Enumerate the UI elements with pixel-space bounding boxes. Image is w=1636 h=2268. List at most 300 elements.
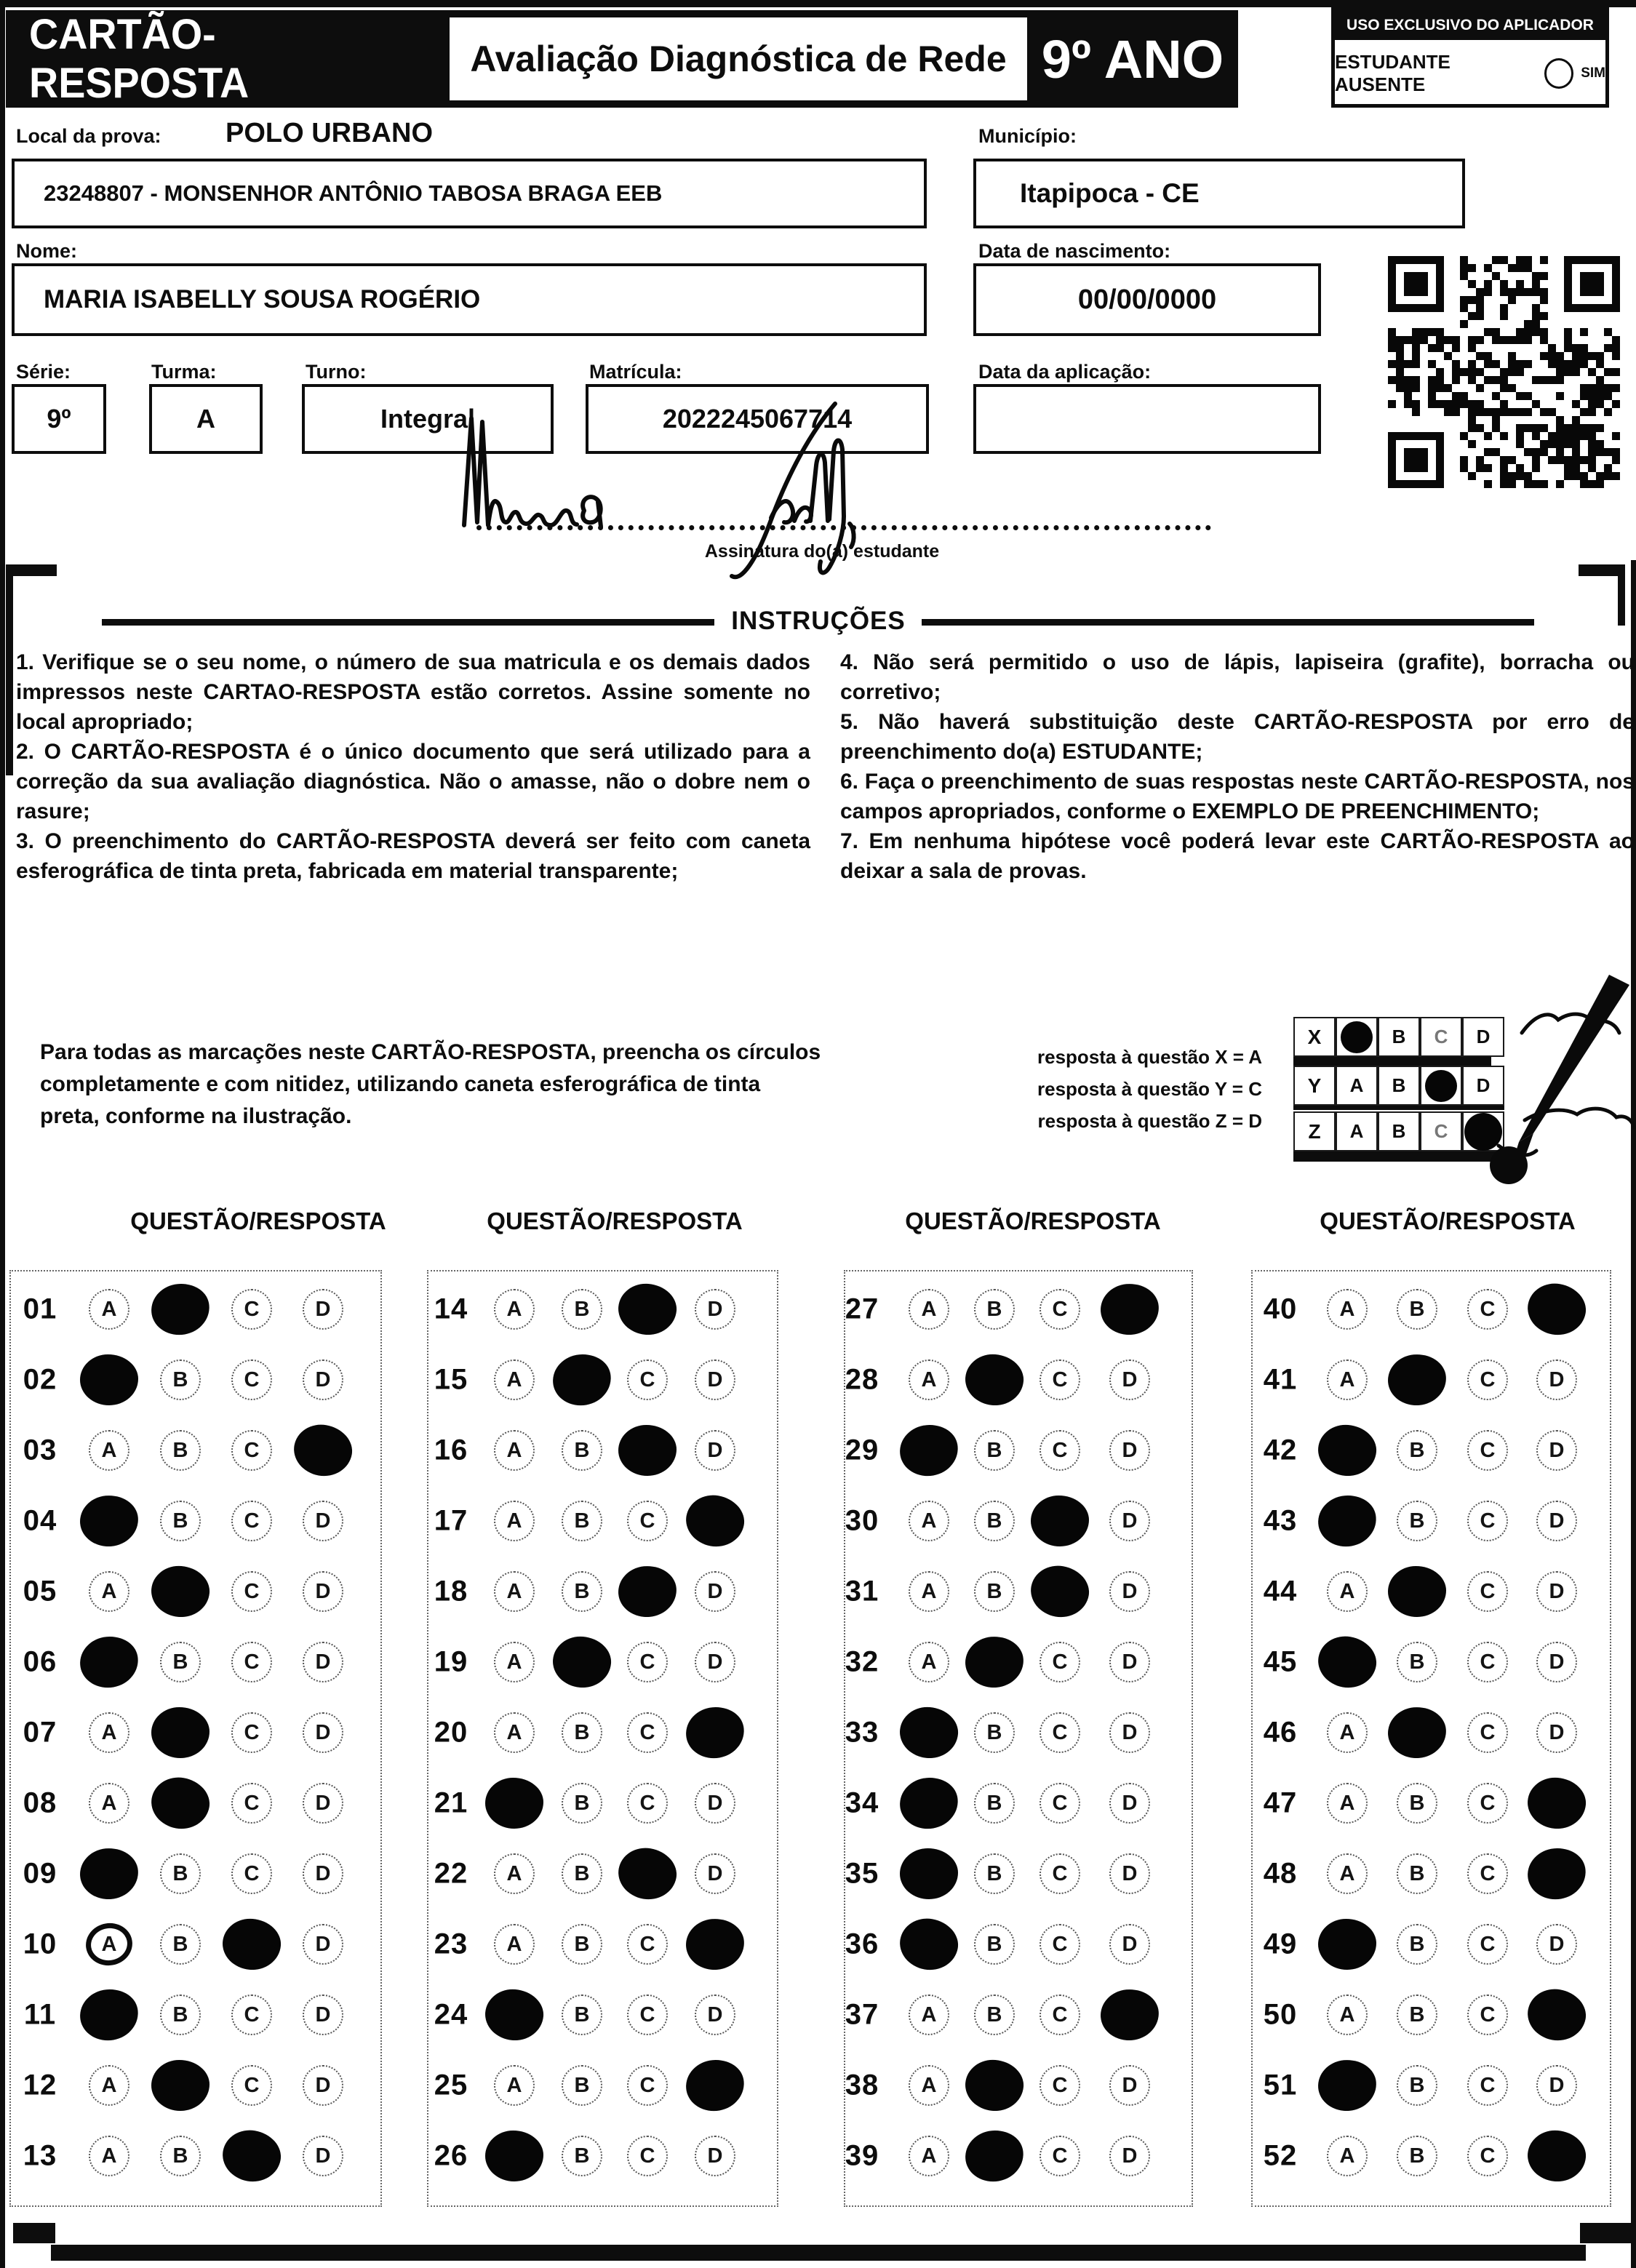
question-number: 37 bbox=[845, 1998, 879, 2031]
answer-bubble-39-D[interactable]: D bbox=[1109, 2136, 1150, 2176]
answer-bubble-05-C[interactable]: C bbox=[231, 1571, 272, 1612]
subtitle-box bbox=[450, 17, 1027, 100]
sheet-title: CARTÃO-RESPOSTA bbox=[29, 11, 250, 107]
answer-bubble-34-D[interactable]: D bbox=[1109, 1783, 1150, 1824]
instruction-item: 7. Em nenhuma hipótese você poderá levar este CARTÃO-RESPOSTA ao deixar a sala de provas. bbox=[840, 829, 1635, 883]
question-number: 01 bbox=[23, 1293, 57, 1325]
answer-bubble-14-B[interactable]: B bbox=[562, 1289, 602, 1330]
answer-bubble-20-B[interactable]: B bbox=[562, 1712, 602, 1753]
question-number: 29 bbox=[845, 1434, 879, 1466]
answer-bubble-03-C[interactable]: C bbox=[231, 1430, 272, 1471]
answer-bubble-01-A[interactable]: A bbox=[89, 1289, 129, 1330]
answer-bubble-48-A[interactable]: A bbox=[1327, 1853, 1368, 1894]
answers-column-header: QUESTÃO/RESPOSTA bbox=[905, 1207, 1161, 1234]
example-row-label: Z bbox=[1293, 1111, 1336, 1151]
question-number: 25 bbox=[434, 2069, 468, 2101]
answer-bubble-43-B[interactable]: B bbox=[1397, 1501, 1437, 1541]
answers-column-header: QUESTÃO/RESPOSTA bbox=[130, 1207, 386, 1234]
question-number: 08 bbox=[23, 1786, 57, 1819]
answer-bubble-01-D[interactable]: D bbox=[303, 1289, 343, 1330]
example-filled-mark bbox=[1341, 1021, 1373, 1053]
answer-bubble-44-D[interactable]: D bbox=[1536, 1571, 1577, 1612]
answer-bubble-29-B[interactable]: B bbox=[974, 1430, 1015, 1471]
question-number: 47 bbox=[1263, 1786, 1298, 1819]
answer-bubble-21-B[interactable]: B bbox=[562, 1783, 602, 1824]
answer-bubble-10-B[interactable]: B bbox=[160, 1924, 201, 1965]
answer-bubble-49-B[interactable]: B bbox=[1397, 1924, 1437, 1965]
answer-bubble-18-D[interactable]: D bbox=[695, 1571, 735, 1612]
answer-bubble-13-D[interactable]: D bbox=[303, 2136, 343, 2176]
nascimento-field bbox=[973, 263, 1321, 336]
school-field bbox=[12, 159, 927, 228]
turma-label: Turma: bbox=[151, 361, 217, 383]
question-number: 51 bbox=[1263, 2069, 1298, 2101]
answer-bubble-41-C[interactable]: C bbox=[1467, 1359, 1508, 1400]
answer-bubble-22-A[interactable]: A bbox=[494, 1853, 535, 1894]
example-option-cell bbox=[1336, 1017, 1378, 1057]
instructions-rule-right bbox=[922, 619, 1534, 626]
answer-bubble-42-B[interactable]: B bbox=[1397, 1430, 1437, 1471]
answer-bubble-33-B[interactable]: B bbox=[974, 1712, 1015, 1753]
turno-value: Integral bbox=[380, 404, 476, 434]
answer-bubble-17-B[interactable]: B bbox=[562, 1501, 602, 1541]
signature-line[interactable] bbox=[476, 525, 1211, 530]
answer-bubble-19-C[interactable]: C bbox=[627, 1642, 668, 1682]
answer-bubble-47-A[interactable]: A bbox=[1327, 1783, 1368, 1824]
answer-bubble-46-A[interactable]: A bbox=[1327, 1712, 1368, 1753]
answer-bubble-35-B[interactable]: B bbox=[974, 1853, 1015, 1894]
answer-bubble-30-C[interactable] bbox=[1031, 1496, 1089, 1546]
instruction-item: 5. Não haverá substituição deste CARTÃO-RESPOSTA por erro de preenchimento do(a) ESTUDANTE; bbox=[840, 710, 1635, 764]
instruction-item: 2. O CARTÃO-RESPOSTA é o único documento que será utilizado para a correção da sua avaliação diagnóstica. Não o amasse, não o dobre nem o rasure; bbox=[16, 740, 810, 823]
answer-bubble-44-B[interactable] bbox=[1388, 1566, 1446, 1617]
answer-bubble-48-C[interactable]: C bbox=[1467, 1853, 1508, 1894]
instruction-item: 4. Não será permitido o uso de lápis, lapiseira (grafite), borracha ou corretivo; bbox=[840, 650, 1635, 704]
answer-bubble-02-C[interactable]: C bbox=[231, 1359, 272, 1400]
sheet-subtitle: Avaliação Diagnóstica de Rede bbox=[470, 39, 1007, 79]
answer-bubble-07-D[interactable]: D bbox=[303, 1712, 343, 1753]
question-number: 43 bbox=[1263, 1504, 1298, 1537]
turno-label: Turno: bbox=[306, 361, 367, 383]
answer-bubble-13-B[interactable]: B bbox=[160, 2136, 201, 2176]
answer-bubble-04-D[interactable]: D bbox=[303, 1501, 343, 1541]
example-text: Para todas as marcações neste CARTÃO-RESPOSTA, preencha os círculos completamente e com nitidez, utilizando caneta esferográfica de tinta preta, conforme na ilustração. bbox=[40, 1040, 821, 1128]
answer-bubble-26-C[interactable]: C bbox=[627, 2136, 668, 2176]
answer-bubble-39-A[interactable]: A bbox=[909, 2136, 949, 2176]
question-number: 30 bbox=[845, 1504, 879, 1537]
question-number: 52 bbox=[1263, 2139, 1298, 2172]
answer-bubble-13-A[interactable]: A bbox=[89, 2136, 129, 2176]
answer-bubble-16-C[interactable] bbox=[618, 1425, 677, 1476]
answer-bubble-11-B[interactable]: B bbox=[160, 1995, 201, 2035]
answer-bubble-03-B[interactable]: B bbox=[160, 1430, 201, 1471]
answer-bubble-28-A[interactable]: A bbox=[909, 1359, 949, 1400]
answer-bubble-35-A[interactable] bbox=[900, 1848, 958, 1899]
example-option-cell: B bbox=[1378, 1017, 1420, 1057]
question-number: 38 bbox=[845, 2069, 879, 2101]
answer-bubble-04-B[interactable]: B bbox=[160, 1501, 201, 1541]
answer-bubble-27-C[interactable]: C bbox=[1040, 1289, 1080, 1330]
answer-bubble-51-C[interactable]: C bbox=[1467, 2065, 1508, 2106]
answer-bubble-49-C[interactable]: C bbox=[1467, 1924, 1508, 1965]
answer-bubble-25-C[interactable]: C bbox=[627, 2065, 668, 2106]
nome-value: MARIA ISABELLY SOUSA ROGÉRIO bbox=[44, 285, 481, 314]
answer-bubble-03-A[interactable]: A bbox=[89, 1430, 129, 1471]
answer-bubble-48-B[interactable]: B bbox=[1397, 1853, 1437, 1894]
turma-field bbox=[149, 384, 263, 454]
answer-bubble-30-A[interactable]: A bbox=[909, 1501, 949, 1541]
question-number: 49 bbox=[1263, 1928, 1298, 1960]
question-number: 40 bbox=[1263, 1293, 1298, 1325]
answer-bubble-10-A[interactable]: A bbox=[89, 1924, 129, 1965]
corner-bracket-left-stem bbox=[6, 564, 13, 775]
student-signature bbox=[436, 393, 887, 604]
answer-bubble-35-C[interactable]: C bbox=[1040, 1853, 1080, 1894]
local-value: POLO URBANO bbox=[226, 118, 433, 148]
question-number: 28 bbox=[845, 1363, 879, 1396]
answer-bubble-38-D[interactable]: D bbox=[1109, 2065, 1150, 2106]
instructions-rule-left bbox=[102, 619, 714, 626]
example-legend-line: resposta à questão Y = C bbox=[1037, 1078, 1262, 1100]
answer-bubble-27-A[interactable]: A bbox=[909, 1289, 949, 1330]
answer-bubble-20-A[interactable]: A bbox=[494, 1712, 535, 1753]
answer-bubble-32-D[interactable]: D bbox=[1109, 1642, 1150, 1682]
question-number: 23 bbox=[434, 1928, 468, 1960]
example-row-label: X bbox=[1293, 1017, 1336, 1057]
answer-bubble-26-D[interactable]: D bbox=[695, 2136, 735, 2176]
question-number: 42 bbox=[1263, 1434, 1298, 1466]
answer-bubble-33-C[interactable]: C bbox=[1040, 1712, 1080, 1753]
answer-bubble-45-D[interactable]: D bbox=[1536, 1642, 1577, 1682]
answer-bubble-41-D[interactable]: D bbox=[1536, 1359, 1577, 1400]
school-value: 23248807 - MONSENHOR ANTÔNIO TABOSA BRAGA EEB bbox=[44, 180, 663, 206]
registration-mark-left bbox=[13, 2223, 55, 2243]
aplicacao-field[interactable] bbox=[973, 384, 1321, 454]
instructions-title: INSTRUÇÕES bbox=[731, 607, 906, 635]
answer-bubble-09-B[interactable]: B bbox=[160, 1853, 201, 1894]
answer-bubble-42-D[interactable]: D bbox=[1536, 1430, 1577, 1471]
instruction-item: 3. O preenchimento do CARTÃO-RESPOSTA deverá ser feito com caneta esferográfica de tinta preta, fabricada em material transparente; bbox=[16, 829, 810, 883]
signature-label: Assinatura do(a) estudante bbox=[704, 541, 940, 562]
answer-bubble-08-D[interactable]: D bbox=[303, 1783, 343, 1824]
answer-bubble-18-B[interactable]: B bbox=[562, 1571, 602, 1612]
top-edge-bar bbox=[0, 0, 1636, 7]
example-row-label: Y bbox=[1293, 1066, 1336, 1106]
answer-bubble-52-B[interactable]: B bbox=[1397, 2136, 1437, 2176]
question-number: 09 bbox=[23, 1857, 57, 1890]
answer-bubble-06-C[interactable]: C bbox=[231, 1642, 272, 1682]
answer-bubble-02-B[interactable]: B bbox=[160, 1359, 201, 1400]
answer-bubble-19-D[interactable]: D bbox=[695, 1642, 735, 1682]
answer-bubble-31-A[interactable]: A bbox=[909, 1571, 949, 1612]
answer-bubble-49-D[interactable]: D bbox=[1536, 1924, 1577, 1965]
answer-bubble-51-B[interactable]: B bbox=[1397, 2065, 1437, 2106]
example-option-cell: B bbox=[1378, 1066, 1420, 1106]
answer-bubble-22-D[interactable]: D bbox=[695, 1853, 735, 1894]
example-option-cell: D bbox=[1462, 1017, 1504, 1057]
absent-option-label: SIM bbox=[1581, 65, 1605, 81]
answer-bubble-08-A[interactable]: A bbox=[89, 1783, 129, 1824]
answer-bubble-40-A[interactable]: A bbox=[1327, 1289, 1368, 1330]
answer-bubble-02-A[interactable] bbox=[80, 1354, 138, 1405]
aplicador-title: USO EXCLUSIVO DO APLICADOR bbox=[1335, 11, 1605, 40]
municipio-value: Itapipoca - CE bbox=[1020, 178, 1200, 208]
answer-bubble-50-B[interactable]: B bbox=[1397, 1995, 1437, 2035]
question-number: 24 bbox=[434, 1998, 468, 2031]
nascimento-label: Data de nascimento: bbox=[978, 240, 1171, 262]
question-number: 31 bbox=[845, 1575, 879, 1608]
aplicador-box bbox=[1331, 7, 1609, 108]
answer-bubble-23-C[interactable]: C bbox=[627, 1924, 668, 1965]
answer-bubble-02-D[interactable]: D bbox=[303, 1359, 343, 1400]
answer-bubble-28-C[interactable]: C bbox=[1040, 1359, 1080, 1400]
answer-bubble-07-A[interactable]: A bbox=[89, 1712, 129, 1753]
answer-bubble-44-C[interactable]: C bbox=[1467, 1571, 1508, 1612]
qr-code bbox=[1388, 256, 1620, 488]
pen-icon bbox=[1455, 975, 1636, 1207]
nascimento-value: 00/00/0000 bbox=[1077, 284, 1217, 315]
absent-label: ESTUDANTE AUSENTE bbox=[1335, 51, 1451, 95]
answer-bubble-04-C[interactable]: C bbox=[231, 1501, 272, 1541]
answer-bubble-51-D[interactable]: D bbox=[1536, 2065, 1577, 2106]
answer-bubble-39-C[interactable]: C bbox=[1040, 2136, 1080, 2176]
example-legend-line: resposta à questão X = A bbox=[1037, 1046, 1262, 1068]
answer-bubble-46-D[interactable]: D bbox=[1536, 1712, 1577, 1753]
answer-bubble-33-D[interactable]: D bbox=[1109, 1712, 1150, 1753]
answer-bubble-28-D[interactable]: D bbox=[1109, 1359, 1150, 1400]
answer-bubble-15-C[interactable]: C bbox=[627, 1359, 668, 1400]
answer-bubble-17-A[interactable]: A bbox=[494, 1501, 535, 1541]
answer-bubble-47-C[interactable]: C bbox=[1467, 1783, 1508, 1824]
answer-bubble-22-B[interactable]: B bbox=[562, 1853, 602, 1894]
question-number: 50 bbox=[1263, 1998, 1298, 2031]
answer-bubble-50-C[interactable]: C bbox=[1467, 1995, 1508, 2035]
answer-bubble-32-A[interactable]: A bbox=[909, 1642, 949, 1682]
instruction-item: 1. Verifique se o seu nome, o número de sua matricula e os demais dados impressos neste CARTAO-RESPOSTA estão corretos. Assine somente no local apropriado; bbox=[16, 650, 810, 734]
instruction-item: 6. Faça o preenchimento de suas respostas neste CARTÃO-RESPOSTA, nos campos apropriados, conforme o EXEMPLO DE PREENCHIMENTO; bbox=[840, 770, 1635, 823]
question-number: 03 bbox=[23, 1434, 57, 1466]
question-number: 15 bbox=[434, 1363, 468, 1396]
example-option-cell: A bbox=[1336, 1111, 1378, 1151]
answer-bubble-24-C[interactable]: C bbox=[627, 1995, 668, 2035]
corner-bracket-right-stem bbox=[1618, 564, 1625, 626]
instructions-right-column bbox=[840, 647, 1635, 886]
answer-bubble-14-A[interactable]: A bbox=[494, 1289, 535, 1330]
answer-bubble-16-D[interactable]: D bbox=[695, 1430, 735, 1471]
answer-bubble-10-D[interactable]: D bbox=[303, 1924, 343, 1965]
matricula-label: Matrícula: bbox=[589, 361, 682, 383]
answer-bubble-11-D[interactable]: D bbox=[303, 1995, 343, 2035]
answer-bubble-05-A[interactable]: A bbox=[89, 1571, 129, 1612]
example-option-cell: C bbox=[1420, 1017, 1462, 1057]
serie-field bbox=[12, 384, 106, 454]
answer-bubble-18-A[interactable]: A bbox=[494, 1571, 535, 1612]
turma-value: A bbox=[196, 404, 215, 434]
question-number: 19 bbox=[434, 1645, 468, 1678]
question-number: 48 bbox=[1263, 1857, 1298, 1890]
question-number: 11 bbox=[23, 1998, 57, 2031]
answer-bubble-06-B[interactable]: B bbox=[160, 1642, 201, 1682]
answer-bubble-42-C[interactable]: C bbox=[1467, 1430, 1508, 1471]
answer-bubble-31-D[interactable]: D bbox=[1109, 1571, 1150, 1612]
answer-bubble-36-D[interactable]: D bbox=[1109, 1924, 1150, 1965]
grade-badge: 9º ANO bbox=[1041, 28, 1224, 89]
answers-column-header: QUESTÃO/RESPOSTA bbox=[487, 1207, 743, 1234]
serie-value: 9º bbox=[47, 404, 71, 434]
registration-mark-right bbox=[1580, 2223, 1631, 2243]
question-number: 46 bbox=[1263, 1716, 1298, 1749]
example-option-cell: C bbox=[1420, 1111, 1462, 1151]
answer-bubble-12-B[interactable] bbox=[151, 2060, 210, 2111]
answer-bubble-11-C[interactable]: C bbox=[231, 1995, 272, 2035]
answer-bubble-34-B[interactable]: B bbox=[974, 1783, 1015, 1824]
answer-bubble-29-C[interactable]: C bbox=[1040, 1430, 1080, 1471]
answer-bubble-50-A[interactable]: A bbox=[1327, 1995, 1368, 2035]
municipio-field bbox=[973, 159, 1465, 228]
answer-bubble-24-B[interactable]: B bbox=[562, 1995, 602, 2035]
answer-bubble-16-B[interactable]: B bbox=[562, 1430, 602, 1471]
municipio-label: Município: bbox=[978, 125, 1077, 147]
question-number: 45 bbox=[1263, 1645, 1298, 1678]
answer-bubble-26-B[interactable]: B bbox=[562, 2136, 602, 2176]
answer-bubble-19-A[interactable]: A bbox=[494, 1642, 535, 1682]
question-number: 05 bbox=[23, 1575, 57, 1608]
answer-bubble-12-D[interactable]: D bbox=[303, 2065, 343, 2106]
answer-bubble-43-D[interactable]: D bbox=[1536, 1501, 1577, 1541]
question-number: 02 bbox=[23, 1363, 57, 1396]
example-legend-line: resposta à questão Z = D bbox=[1037, 1110, 1262, 1132]
answer-bubble-35-D[interactable]: D bbox=[1109, 1853, 1150, 1894]
answer-bubble-31-B[interactable]: B bbox=[974, 1571, 1015, 1612]
question-number: 06 bbox=[23, 1645, 57, 1678]
corner-bracket-left bbox=[12, 564, 57, 576]
answer-bubble-37-A[interactable]: A bbox=[909, 1995, 949, 2035]
question-number: 13 bbox=[23, 2139, 57, 2172]
answer-bubble-07-B[interactable] bbox=[151, 1707, 210, 1758]
answer-bubble-49-A[interactable] bbox=[1318, 1919, 1376, 1970]
answer-bubble-30-B[interactable]: B bbox=[974, 1501, 1015, 1541]
question-number: 44 bbox=[1263, 1575, 1298, 1608]
question-number: 14 bbox=[434, 1293, 468, 1325]
answer-bubble-30-D[interactable]: D bbox=[1109, 1501, 1150, 1541]
answer-bubble-36-B[interactable]: B bbox=[974, 1924, 1015, 1965]
answer-bubble-21-C[interactable]: C bbox=[627, 1783, 668, 1824]
question-number: 10 bbox=[23, 1928, 57, 1960]
answer-bubble-41-A[interactable]: A bbox=[1327, 1359, 1368, 1400]
answer-bubble-46-C[interactable]: C bbox=[1467, 1712, 1508, 1753]
question-number: 16 bbox=[434, 1434, 468, 1466]
question-number: 21 bbox=[434, 1786, 468, 1819]
bottom-bar bbox=[51, 2245, 1586, 2261]
answer-bubble-45-B[interactable]: B bbox=[1397, 1642, 1437, 1682]
answer-bubble-12-C[interactable]: C bbox=[231, 2065, 272, 2106]
answer-bubble-45-C[interactable]: C bbox=[1467, 1642, 1508, 1682]
answer-bubble-52-A[interactable]: A bbox=[1327, 2136, 1368, 2176]
answer-bubble-23-A[interactable]: A bbox=[494, 1924, 535, 1965]
question-number: 04 bbox=[23, 1504, 57, 1537]
answer-bubble-09-D[interactable]: D bbox=[303, 1853, 343, 1894]
question-number: 17 bbox=[434, 1504, 468, 1537]
answer-bubble-37-B[interactable]: B bbox=[974, 1995, 1015, 2035]
question-number: 26 bbox=[434, 2139, 468, 2172]
answer-bubble-25-A[interactable]: A bbox=[494, 2065, 535, 2106]
question-number: 20 bbox=[434, 1716, 468, 1749]
answer-bubble-21-A[interactable] bbox=[485, 1778, 543, 1829]
left-edge-line bbox=[0, 0, 5, 2268]
question-number: 35 bbox=[845, 1857, 879, 1890]
nome-field bbox=[12, 263, 927, 336]
question-number: 07 bbox=[23, 1716, 57, 1749]
answer-bubble-12-A[interactable]: A bbox=[89, 2065, 129, 2106]
question-number: 22 bbox=[434, 1857, 468, 1890]
example-option-cell: B bbox=[1378, 1111, 1420, 1151]
instructions-left-column bbox=[16, 647, 810, 886]
example-option-cell: D bbox=[1462, 1066, 1504, 1106]
answer-bubble-09-C[interactable]: C bbox=[231, 1853, 272, 1894]
question-number: 32 bbox=[845, 1645, 879, 1678]
answer-bubble-32-C[interactable]: C bbox=[1040, 1642, 1080, 1682]
answer-bubble-05-D[interactable]: D bbox=[303, 1571, 343, 1612]
answer-bubble-23-B[interactable]: B bbox=[562, 1924, 602, 1965]
answer-bubble-14-D[interactable]: D bbox=[695, 1289, 735, 1330]
example-option-cell: A bbox=[1336, 1066, 1378, 1106]
example-filled-mark bbox=[1425, 1070, 1457, 1102]
answer-bubble-21-D[interactable]: D bbox=[695, 1783, 735, 1824]
nome-label: Nome: bbox=[16, 240, 78, 262]
answers-column-header: QUESTÃO/RESPOSTA bbox=[1320, 1207, 1576, 1234]
answer-bubble-27-B[interactable]: B bbox=[974, 1289, 1015, 1330]
answer-bubble-17-C[interactable]: C bbox=[627, 1501, 668, 1541]
question-number: 27 bbox=[845, 1293, 879, 1325]
answer-bubble-26-A[interactable] bbox=[485, 2131, 543, 2181]
answer-bubble-08-C[interactable]: C bbox=[231, 1783, 272, 1824]
answer-bubble-25-B[interactable]: B bbox=[562, 2065, 602, 2106]
corner-bracket-right bbox=[1579, 564, 1624, 576]
answer-bubble-44-A[interactable]: A bbox=[1327, 1571, 1368, 1612]
local-label: Local da prova: bbox=[16, 125, 161, 147]
question-number: 33 bbox=[845, 1716, 879, 1749]
answer-bubble-40-C[interactable]: C bbox=[1467, 1289, 1508, 1330]
answer-bubble-52-C[interactable]: C bbox=[1467, 2136, 1508, 2176]
answer-bubble-16-A[interactable]: A bbox=[494, 1430, 535, 1471]
question-number: 18 bbox=[434, 1575, 468, 1608]
answer-bubble-01-C[interactable]: C bbox=[231, 1289, 272, 1330]
question-number: 34 bbox=[845, 1786, 879, 1819]
matricula-value: 2022245067714 bbox=[662, 404, 853, 434]
answer-bubble-37-C[interactable]: C bbox=[1040, 1995, 1080, 2035]
absent-circle[interactable] bbox=[1544, 58, 1574, 89]
answer-bubble-15-A[interactable]: A bbox=[494, 1359, 535, 1400]
answer-bubble-40-B[interactable]: B bbox=[1397, 1289, 1437, 1330]
answer-bubble-34-C[interactable]: C bbox=[1040, 1783, 1080, 1824]
answer-bubble-47-B[interactable]: B bbox=[1397, 1783, 1437, 1824]
serie-label: Série: bbox=[16, 361, 71, 383]
question-number: 12 bbox=[23, 2069, 57, 2101]
question-number: 39 bbox=[845, 2139, 879, 2172]
answer-bubble-38-C[interactable]: C bbox=[1040, 2065, 1080, 2106]
answer-bubble-15-D[interactable]: D bbox=[695, 1359, 735, 1400]
answer-bubble-36-C[interactable]: C bbox=[1040, 1924, 1080, 1965]
answer-bubble-06-D[interactable]: D bbox=[303, 1642, 343, 1682]
answer-bubble-07-C[interactable]: C bbox=[231, 1712, 272, 1753]
aplicacao-label: Data da aplicação: bbox=[978, 361, 1152, 383]
question-number: 41 bbox=[1263, 1363, 1298, 1396]
answer-bubble-24-D[interactable]: D bbox=[695, 1995, 735, 2035]
answer-bubble-38-A[interactable]: A bbox=[909, 2065, 949, 2106]
answer-bubble-43-C[interactable]: C bbox=[1467, 1501, 1508, 1541]
answer-bubble-29-D[interactable]: D bbox=[1109, 1430, 1150, 1471]
answer-bubble-20-C[interactable]: C bbox=[627, 1712, 668, 1753]
